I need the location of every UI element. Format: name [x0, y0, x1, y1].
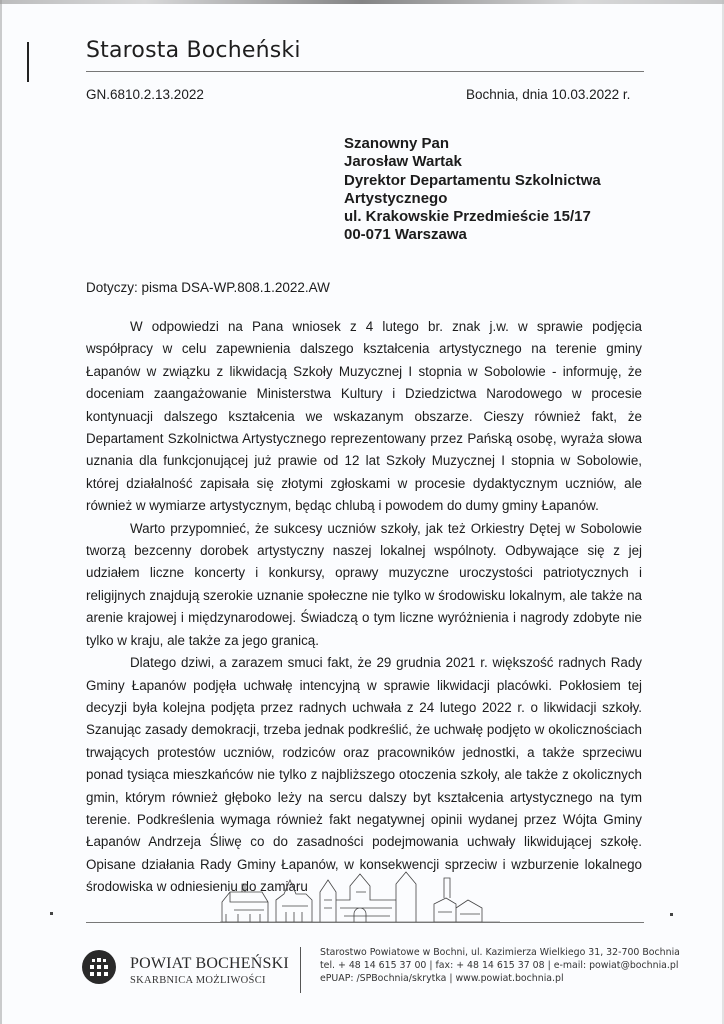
scan-left-edge — [0, 0, 2, 1024]
addressee-line: ul. Krakowskie Przedmieście 15/17 — [344, 208, 591, 226]
subject-line: Dotyczy: pisma DSA-WP.808.1.2022.AW — [86, 280, 330, 295]
logo-name: POWIAT BOCHEŃSKI — [130, 955, 289, 972]
skyline-castle — [320, 872, 416, 922]
letterhead-title: Starosta Bocheński — [86, 38, 301, 63]
addressee-line: Jarosław Wartak — [344, 153, 462, 171]
letter-body — [86, 316, 642, 899]
skyline-townhall — [434, 878, 482, 922]
powiat-emblem-icon — [82, 950, 116, 984]
scan-mark — [50, 912, 53, 915]
footer-rule — [86, 922, 644, 923]
body-paragraph: W odpowiedzi na Pana wniosek z 4 lutego br. znak j.w. w sprawie podjęcia współpracy w celu zapewnienia dalszego kształcenia artystycznego na terenie gminy Łapanów w związku z likwidacją Szkoły Muzycznej I stopnia w Sobolowie - informuję, że doceniam zaangażowanie Ministerstwa Kultury i Dziedzictwa Narodowego w procesie kontynuacji dalszego kształcenia we wskazanym obszarze. Cieszy również fakt, że Departament Szkolnictwa Artystycznego reprezentowany przez Pańską osobę, wyraża słowa uznania dla funkcjonującej już prawie od 12 lat Szkoły Muzycznej I stopnia w Sobolowie, której działalność zapisała się złotymi zgłoskami w procesie dydaktycznym uczniów, ale również w wymiarze artystycznym, będąc chlubą i powodem do dumy gminy Łapanów. — [86, 319, 642, 514]
addressee-line: Szanowny Pan — [344, 135, 450, 152]
addressee-line: Artystycznego — [344, 189, 448, 207]
letterhead-rule — [86, 71, 644, 72]
addressee-line: 00-071 Warszawa — [344, 226, 467, 244]
reference-number: GN.6810.2.13.2022 — [86, 87, 204, 102]
logo-tagline: SKARBNICA MOŻLIWOŚCI — [130, 975, 266, 986]
town-skyline-illustration — [220, 870, 500, 925]
body-paragraph: Warto przypomnieć, że sukcesy uczniów szkoły, jak też Orkiestry Dętej w Sobolowie tworzą bezcenny dorobek artystyczny naszej lokalnej wspólnoty. Odbywające się z jej udziałem liczne koncerty i konkursy, oprawy muzyczne uroczystości patriotycznych i religijnych znajdują szerokie uznanie społeczne nie tylko w środowisku lokalnym, ale także na arenie krajowej i międzynarodowej. Świadczą o tym liczne wyróżnienia i nagrody zdobyte nie tylko w kraju, ale także za jego granicą. — [86, 520, 642, 648]
contact-info — [320, 946, 680, 985]
contact-phone-email: tel. + 48 14 615 37 00 | fax: + 48 14 615 37 08 | e-mail: powiat@bochnia.pl — [320, 960, 679, 971]
skyline-basilica — [276, 880, 312, 922]
scan-mark — [670, 913, 673, 916]
header-margin-bar — [27, 42, 29, 82]
skyline-church — [222, 884, 268, 922]
footer-separator — [300, 947, 301, 993]
contact-epuap-web: ePUAP: /SPBochnia/skrytka | www.powiat.bochnia.pl — [320, 973, 564, 984]
addressee-block — [344, 135, 601, 245]
emblem-grid — [90, 958, 108, 976]
contact-address: Starostwo Powiatowe w Bochni, ul. Kazimierza Wielkiego 31, 32-700 Bochnia — [320, 947, 680, 958]
addressee-line: Dyrektor Departamentu Szkolnictwa — [344, 171, 601, 189]
scan-top-edge — [0, 0, 724, 4]
place-date: Bochnia, dnia 10.03.2022 r. — [466, 87, 631, 102]
body-paragraph: Dlatego dziwi, a zarazem smuci fakt, że 29 grudnia 2021 r. większość radnych Rady Gminy Łapanów podjęła uchwałę intencyjną w sprawie likwidacji placówki. Pokłosiem tej decyzji była kolejna podjęta przez radnych uchwała z 24 lutego 2022 r. o likwidacji szkoły. Szanując zasady demokracji, trzeba jednak podkreślić, że uchwałę podjęto w okolicznościach trwających protestów uczniów, rodziców oraz pracowników jednostki, a także sprzeciwu ponad tysiąca mieszkańców nie tylko z najbliższego otoczenia szkoły, ale także z okolicznych gmin, którym również głęboko leży na sercu dalszy byt kształcenia artystycznego na tym terenie. Podkreślenia wymaga również fakt negatywnej opinii wydanej przez Wójta Gminy Łapanów Andrzeja Śliwę co do zasadności podejmowania uchwały likwidującej szkołę. Opisane działania Rady Gminy Łapanów, w konsekwencji sprzeciw i wzburzenie lokalnego środowiska w odniesieniu do zamiaru — [86, 655, 642, 895]
